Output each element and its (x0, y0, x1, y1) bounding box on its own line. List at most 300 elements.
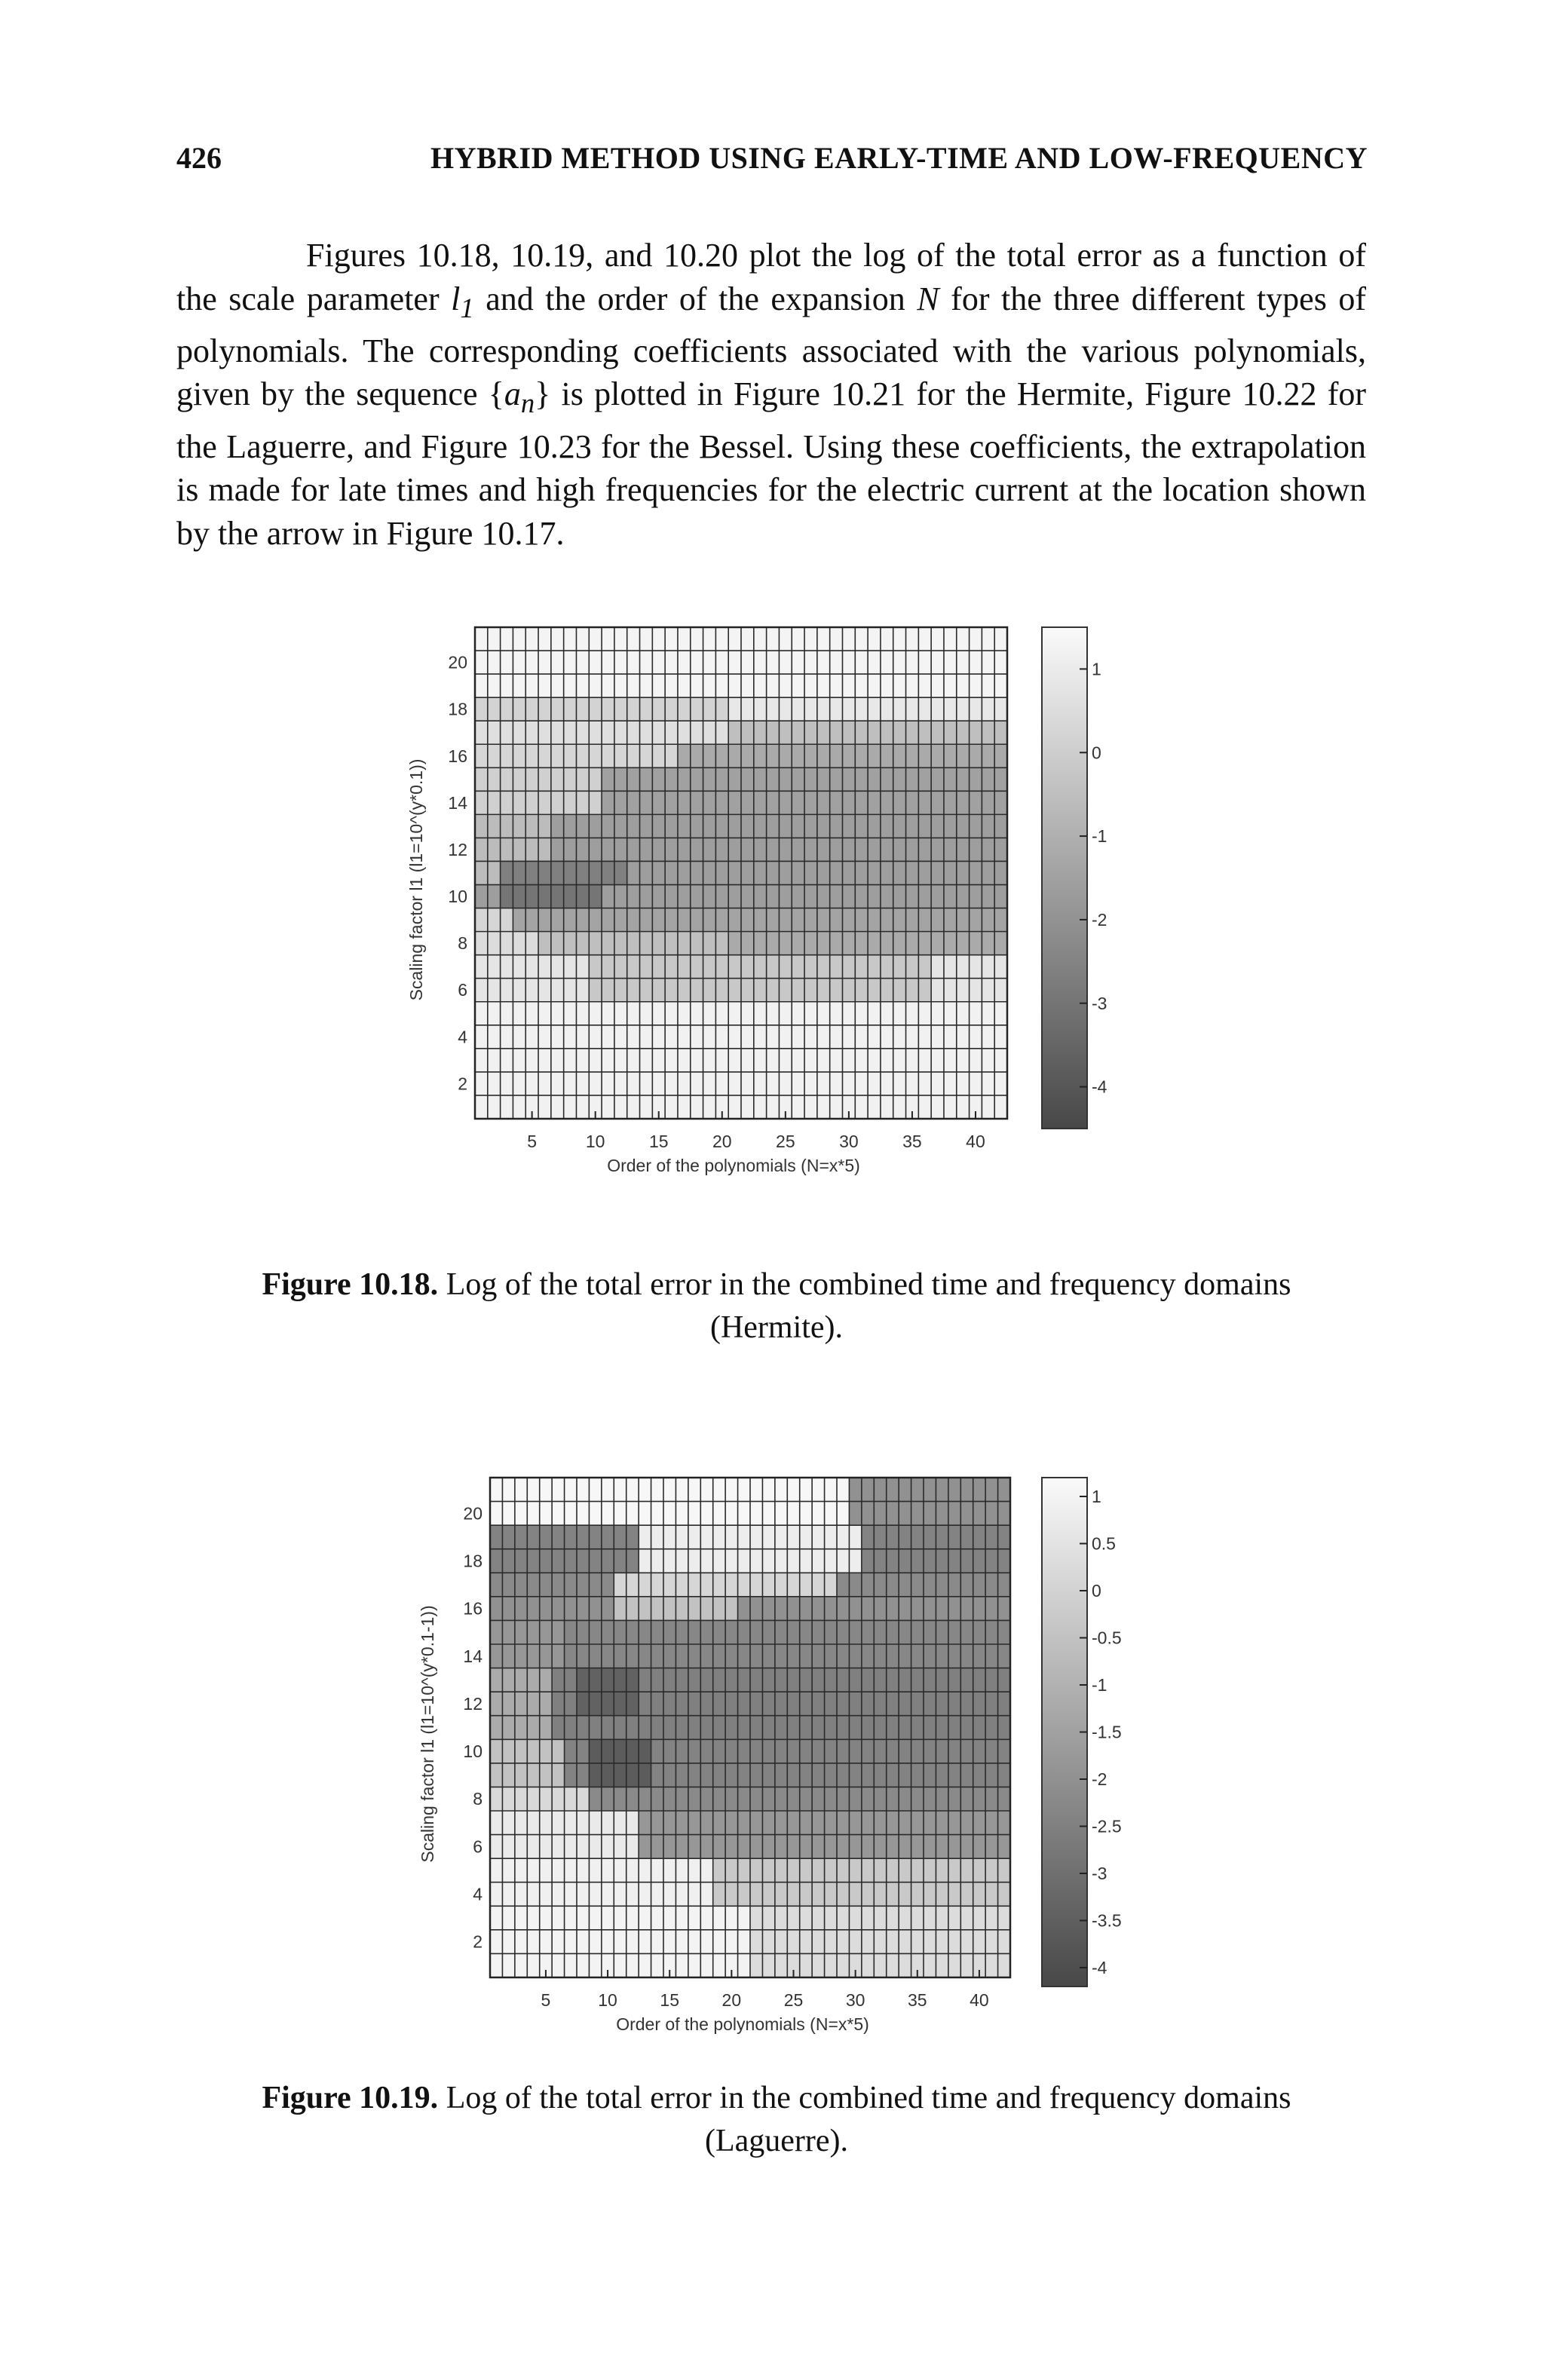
heatmap-cell (750, 1478, 763, 1502)
figure-10-19-caption: Figure 10.19. Log of the total error in the combined time and frequency domains (Laguerre). (262, 2081, 1291, 2158)
heatmap-cell (527, 1787, 540, 1811)
heatmap-cell (998, 1739, 1011, 1763)
heatmap-cell (678, 721, 691, 744)
heatmap-cell (779, 885, 792, 908)
heatmap-cell (973, 1930, 986, 1954)
heatmap-cell (614, 1930, 626, 1954)
heatmap-cell (812, 1644, 825, 1668)
heatmap-cell (973, 1716, 986, 1740)
heatmap-cell (676, 1835, 688, 1859)
heatmap-cell (513, 1025, 525, 1049)
heatmap-cell (804, 885, 817, 908)
heatmap-cell (849, 1811, 862, 1835)
heatmap-cell (691, 955, 703, 979)
heatmap-cell (665, 861, 678, 884)
heatmap-cell (589, 1095, 602, 1119)
heatmap-cell (688, 1906, 701, 1930)
heatmap-cell (924, 1525, 936, 1549)
heatmap-cell (565, 1835, 577, 1859)
heatmap-cell (998, 1811, 1011, 1835)
heatmap-cell (715, 1072, 728, 1095)
heatmap-cell (931, 885, 944, 908)
heatmap-cell (936, 1692, 948, 1716)
heatmap-cell (589, 1597, 602, 1621)
heatmap-cell (602, 1858, 614, 1882)
heatmap-cell (787, 1668, 800, 1692)
heatmap-cell (565, 1525, 577, 1549)
heatmap-cell (540, 1502, 553, 1526)
colorbar (1042, 1478, 1087, 1986)
heatmap-cell (589, 697, 602, 721)
heatmap-cell (906, 697, 919, 721)
heatmap-cell (985, 1716, 998, 1740)
heatmap-cell (513, 651, 525, 674)
heatmap-cell (825, 1502, 838, 1526)
heatmap-cell (525, 697, 538, 721)
heatmap-cell (700, 1668, 713, 1692)
heatmap-cell (488, 1002, 501, 1025)
heatmap-cell (973, 1882, 986, 1907)
heatmap-cell (663, 1549, 676, 1573)
heatmap-cell (501, 838, 513, 861)
heatmap-cell (614, 1811, 626, 1835)
heatmap-cell (552, 1739, 565, 1763)
heatmap-cell (488, 651, 501, 674)
heatmap-cell (960, 1930, 973, 1954)
heatmap-cell (924, 1692, 936, 1716)
symbol-l: $l_1$ (451, 280, 474, 323)
heatmap-cell (881, 814, 893, 838)
heatmap-cell (994, 697, 1007, 721)
heatmap-cell (688, 1597, 701, 1621)
heatmap-cell (837, 1906, 850, 1930)
colorbar (1042, 627, 1087, 1129)
heatmap-cell (899, 1502, 911, 1526)
heatmap-cell (741, 651, 754, 674)
heatmap-cell (762, 1811, 775, 1835)
heatmap-cell (501, 979, 513, 1002)
heatmap-cell (973, 1620, 986, 1644)
heatmap-cell (994, 932, 1007, 955)
heatmap-cell (602, 1906, 614, 1930)
heatmap-cell (787, 1835, 800, 1859)
heatmap-cell (627, 908, 640, 932)
heatmap-cell (817, 1072, 830, 1095)
paragraph-text: Figures 10.18, 10.19, and 10.20 plot the log of the total error as a function of the scale parameter (176, 237, 1366, 317)
heatmap-cell (918, 814, 931, 838)
heatmap-cell (750, 1692, 763, 1716)
heatmap-cell (893, 651, 906, 674)
heatmap-cell (475, 861, 488, 884)
heatmap-cell (525, 838, 538, 861)
y-tick-label: 18 (448, 699, 467, 719)
heatmap-cell (475, 908, 488, 932)
heatmap-cell (540, 1620, 553, 1644)
heatmap-cell (862, 1787, 875, 1811)
heatmap-cell (614, 1049, 627, 1072)
heatmap-cell (881, 1095, 893, 1119)
heatmap-cell (691, 651, 703, 674)
heatmap-cell (502, 1573, 515, 1597)
heatmap-cell (994, 1002, 1007, 1025)
x-tick-label: 30 (845, 1990, 865, 2010)
y-tick-label: 8 (458, 933, 467, 954)
heatmap-cell (881, 767, 893, 791)
heatmap-cell (651, 1525, 664, 1549)
heatmap-cell (804, 979, 817, 1002)
heatmap-cell (779, 651, 792, 674)
heatmap-cell (924, 1858, 936, 1882)
heatmap-cell (918, 932, 931, 955)
heatmap-cell (787, 1787, 800, 1811)
heatmap-cell (552, 1787, 565, 1811)
heatmap-cell (676, 1930, 688, 1954)
heatmap-cell (973, 1549, 986, 1573)
heatmap-cell (911, 1739, 924, 1763)
heatmap-cell (490, 1525, 503, 1549)
y-axis-label: Scaling factor l1 (l1=10^(y*0.1-1)) (418, 1605, 437, 1863)
heatmap-cell (906, 1002, 919, 1025)
heatmap-cell (513, 721, 525, 744)
heatmap-cell (982, 838, 994, 861)
heatmap-cell (577, 1620, 590, 1644)
heatmap-cell (792, 791, 804, 814)
heatmap-cell (973, 1573, 986, 1597)
heatmap-cell (931, 1095, 944, 1119)
heatmap-cell (651, 1858, 664, 1882)
heatmap-cell (663, 1930, 676, 1954)
heatmap-cell (678, 791, 691, 814)
heatmap-cell (665, 1049, 678, 1072)
heatmap-cell (691, 861, 703, 884)
heatmap-cell (906, 861, 919, 884)
heatmap-cell (973, 1787, 986, 1811)
heatmap-cell (538, 1072, 551, 1095)
heatmap-cell (627, 627, 640, 651)
heatmap-cell (750, 1620, 763, 1644)
heatmap-cell (762, 1597, 775, 1621)
heatmap-cell (750, 1573, 763, 1597)
heatmap-cell (899, 1597, 911, 1621)
heatmap-cell (576, 838, 589, 861)
heatmap-cell (663, 1882, 676, 1907)
heatmap-cell (678, 979, 691, 1002)
heatmap-cell (538, 979, 551, 1002)
heatmap-cell (918, 721, 931, 744)
heatmap-cell (881, 627, 893, 651)
heatmap-cell (552, 1811, 565, 1835)
heatmap-cell (502, 1549, 515, 1573)
heatmap-cell (538, 1025, 551, 1049)
heatmap-cell (881, 885, 893, 908)
heatmap-cell (842, 744, 855, 767)
heatmap-cell (842, 721, 855, 744)
heatmap-cell (837, 1597, 850, 1621)
heatmap-cell (665, 955, 678, 979)
heatmap-cell (779, 861, 792, 884)
heatmap-cell (678, 744, 691, 767)
heatmap-cell (490, 1763, 503, 1787)
heatmap-cell (911, 1763, 924, 1787)
heatmap-cell (750, 1763, 763, 1787)
heatmap-cell (513, 908, 525, 932)
heatmap-cell (767, 791, 780, 814)
heatmap-cell (651, 1668, 664, 1692)
heatmap-cell (577, 1692, 590, 1716)
heatmap-cell (862, 1478, 875, 1502)
heatmap-cell (626, 1525, 639, 1549)
heatmap-cell (779, 908, 792, 932)
heatmap-cell (665, 627, 678, 651)
heatmap-cell (931, 861, 944, 884)
heatmap-cell (640, 721, 653, 744)
heatmap-cell (800, 1644, 813, 1668)
heatmap-cell (515, 1763, 528, 1787)
heatmap-cell (738, 1478, 751, 1502)
heatmap-cell (502, 1644, 515, 1668)
heatmap-cell (982, 721, 994, 744)
heatmap-cell (725, 1858, 738, 1882)
heatmap-cell (639, 1811, 651, 1835)
heatmap-cell (565, 1620, 577, 1644)
heatmap-cell (741, 721, 754, 744)
heatmap-cell (800, 1906, 813, 1930)
heatmap-cell (552, 1525, 565, 1549)
heatmap-cell (525, 1002, 538, 1025)
heatmap-cell (576, 721, 589, 744)
heatmap-cell (792, 1095, 804, 1119)
heatmap-cell (713, 1811, 726, 1835)
heatmap-cell (918, 838, 931, 861)
heatmap-cell (515, 1787, 528, 1811)
heatmap-cell (985, 1478, 998, 1502)
heatmap-cell (515, 1811, 528, 1835)
heatmap-cell (911, 1668, 924, 1692)
heatmap-cell (577, 1502, 590, 1526)
heatmap-cell (551, 1095, 564, 1119)
heatmap-cell (515, 1953, 528, 1977)
heatmap-cell (614, 1597, 626, 1621)
heatmap-cell (957, 744, 970, 767)
x-tick-label: 5 (541, 1990, 551, 2010)
heatmap-cell (488, 721, 501, 744)
heatmap-cell (552, 1692, 565, 1716)
heatmap-cell (663, 1906, 676, 1930)
heatmap-cell (640, 932, 653, 955)
heatmap-cell (552, 1930, 565, 1954)
heatmap-cell (985, 1811, 998, 1835)
heatmap-cell (825, 1525, 838, 1549)
heatmap-cell (725, 1502, 738, 1526)
heatmap-cell (998, 1668, 1011, 1692)
heatmap-cell (842, 627, 855, 651)
heatmap-cell (948, 1620, 961, 1644)
heatmap-cell (640, 674, 653, 697)
heatmap-cell (998, 1620, 1011, 1644)
heatmap-cell (602, 1072, 614, 1095)
heatmap-cell (804, 791, 817, 814)
heatmap-cell (994, 1049, 1007, 1072)
heatmap-cell (501, 627, 513, 651)
heatmap-cell (703, 697, 716, 721)
heatmap-cell (688, 1620, 701, 1644)
heatmap-cell (775, 1668, 788, 1692)
heatmap-cell (887, 1573, 899, 1597)
heatmap-cell (868, 838, 881, 861)
heatmap-cell (540, 1811, 553, 1835)
heatmap-cell (874, 1597, 887, 1621)
heatmap-cell (775, 1620, 788, 1644)
heatmap-cell (750, 1882, 763, 1907)
heatmap-cell (911, 1620, 924, 1644)
heatmap-cell (589, 979, 602, 1002)
heatmap-cell (750, 1739, 763, 1763)
heatmap-cell (792, 932, 804, 955)
heatmap-cell (792, 979, 804, 1002)
heatmap-cell (652, 1025, 665, 1049)
heatmap-cell (626, 1882, 639, 1907)
heatmap-cell (564, 1095, 577, 1119)
heatmap-cell (787, 1930, 800, 1954)
heatmap-cell (725, 1811, 738, 1835)
heatmap-cell (678, 674, 691, 697)
heatmap-cell (700, 1953, 713, 1977)
heatmap-cell (651, 1787, 664, 1811)
heatmap-cell (501, 908, 513, 932)
heatmap-cell (502, 1668, 515, 1692)
heatmap-cell (944, 1049, 957, 1072)
heatmap-cell (787, 1502, 800, 1526)
heatmap-cell (874, 1811, 887, 1835)
heatmap-cell (842, 861, 855, 884)
heatmap-cell (703, 908, 716, 932)
heatmap-cell (525, 791, 538, 814)
heatmap-cell (589, 1811, 602, 1835)
paragraph-text: and the order of the expansion (473, 280, 918, 317)
heatmap-cell (906, 627, 919, 651)
heatmap-cell (767, 814, 780, 838)
x-tick-label: 35 (902, 1132, 922, 1151)
heatmap-cell (728, 721, 741, 744)
heatmap-cell (970, 885, 982, 908)
heatmap-cell (855, 979, 868, 1002)
heatmap-cell (874, 1835, 887, 1859)
heatmap-cell (540, 1525, 553, 1549)
heatmap-cell (713, 1763, 726, 1787)
heatmap-cell (713, 1716, 726, 1740)
heatmap-cell (948, 1763, 961, 1787)
heatmap-cell (924, 1716, 936, 1740)
heatmap-cell (973, 1692, 986, 1716)
heatmap-cell (800, 1930, 813, 1954)
heatmap-cell (868, 885, 881, 908)
heatmap-cell (688, 1811, 701, 1835)
heatmap-cell (779, 955, 792, 979)
heatmap-cell (525, 674, 538, 697)
heatmap-cell (627, 697, 640, 721)
heatmap-cell (837, 1835, 850, 1859)
heatmap-cell (713, 1549, 726, 1573)
heatmap-cell (936, 1811, 948, 1835)
heatmap-cell (640, 651, 653, 674)
heatmap-cell (589, 1953, 602, 1977)
x-axis-label: Order of the polynomials (N=x*5) (616, 2014, 869, 2034)
heatmap-cell (970, 1095, 982, 1119)
heatmap-cell (855, 838, 868, 861)
heatmap-cell (982, 1095, 994, 1119)
heatmap-cell (862, 1502, 875, 1526)
heatmap-cell (787, 1573, 800, 1597)
heatmap-cell (899, 1716, 911, 1740)
heatmap-cell (652, 651, 665, 674)
heatmap-cell (948, 1953, 961, 1977)
heatmap-cell (800, 1525, 813, 1549)
heatmap-cell (881, 651, 893, 674)
heatmap-cell (703, 861, 716, 884)
heatmap-cell (538, 1002, 551, 1025)
plot-frame (475, 627, 1007, 1119)
heatmap-cell (804, 955, 817, 979)
heatmap-cell (944, 1002, 957, 1025)
heatmap-cell (837, 1549, 850, 1573)
heatmap-cell (982, 814, 994, 838)
heatmap-cell (837, 1478, 850, 1502)
heatmap-cell (868, 955, 881, 979)
heatmap-cell (576, 979, 589, 1002)
heatmap-cell (614, 1882, 626, 1907)
heatmap-cell (577, 1478, 590, 1502)
heatmap-cell (800, 1953, 813, 1977)
heatmap-cell (552, 1502, 565, 1526)
heatmap-cell (576, 885, 589, 908)
heatmap-cell (960, 1644, 973, 1668)
heatmap-cell (525, 814, 538, 838)
heatmap-cell (750, 1502, 763, 1526)
heatmap-cell (577, 1549, 590, 1573)
heatmap-cell (804, 814, 817, 838)
heatmap-cell (792, 1072, 804, 1095)
heatmap-cell (970, 838, 982, 861)
heatmap-cell (998, 1502, 1011, 1526)
heatmap-cell (490, 1858, 503, 1882)
heatmap-cell (626, 1953, 639, 1977)
heatmap-cell (738, 1597, 751, 1621)
colorbar-tick-label: -2.5 (1092, 1816, 1122, 1836)
heatmap-cell (812, 1835, 825, 1859)
heatmap-cell (881, 979, 893, 1002)
heatmap-cell (513, 791, 525, 814)
heatmap-cell (540, 1858, 553, 1882)
heatmap-cell (924, 1930, 936, 1954)
colorbar-tick-label: 0 (1092, 1581, 1101, 1600)
heatmap-cell (564, 744, 577, 767)
heatmap-cell (576, 932, 589, 955)
heatmap-cell (985, 1763, 998, 1787)
heatmap-cell (639, 1644, 651, 1668)
heatmap-cell (626, 1906, 639, 1930)
heatmap-cell (960, 1620, 973, 1644)
heatmap-cell (525, 861, 538, 884)
colorbar-tick-label: 0 (1092, 743, 1101, 763)
heatmap-cell (703, 651, 716, 674)
heatmap-cell (931, 1072, 944, 1095)
heatmap-cell (837, 1716, 850, 1740)
heatmap-cell (527, 1953, 540, 1977)
heatmap-cell (564, 1025, 577, 1049)
heatmap-cell (944, 767, 957, 791)
heatmap-cell (998, 1692, 1011, 1716)
heatmap-cell (627, 651, 640, 674)
